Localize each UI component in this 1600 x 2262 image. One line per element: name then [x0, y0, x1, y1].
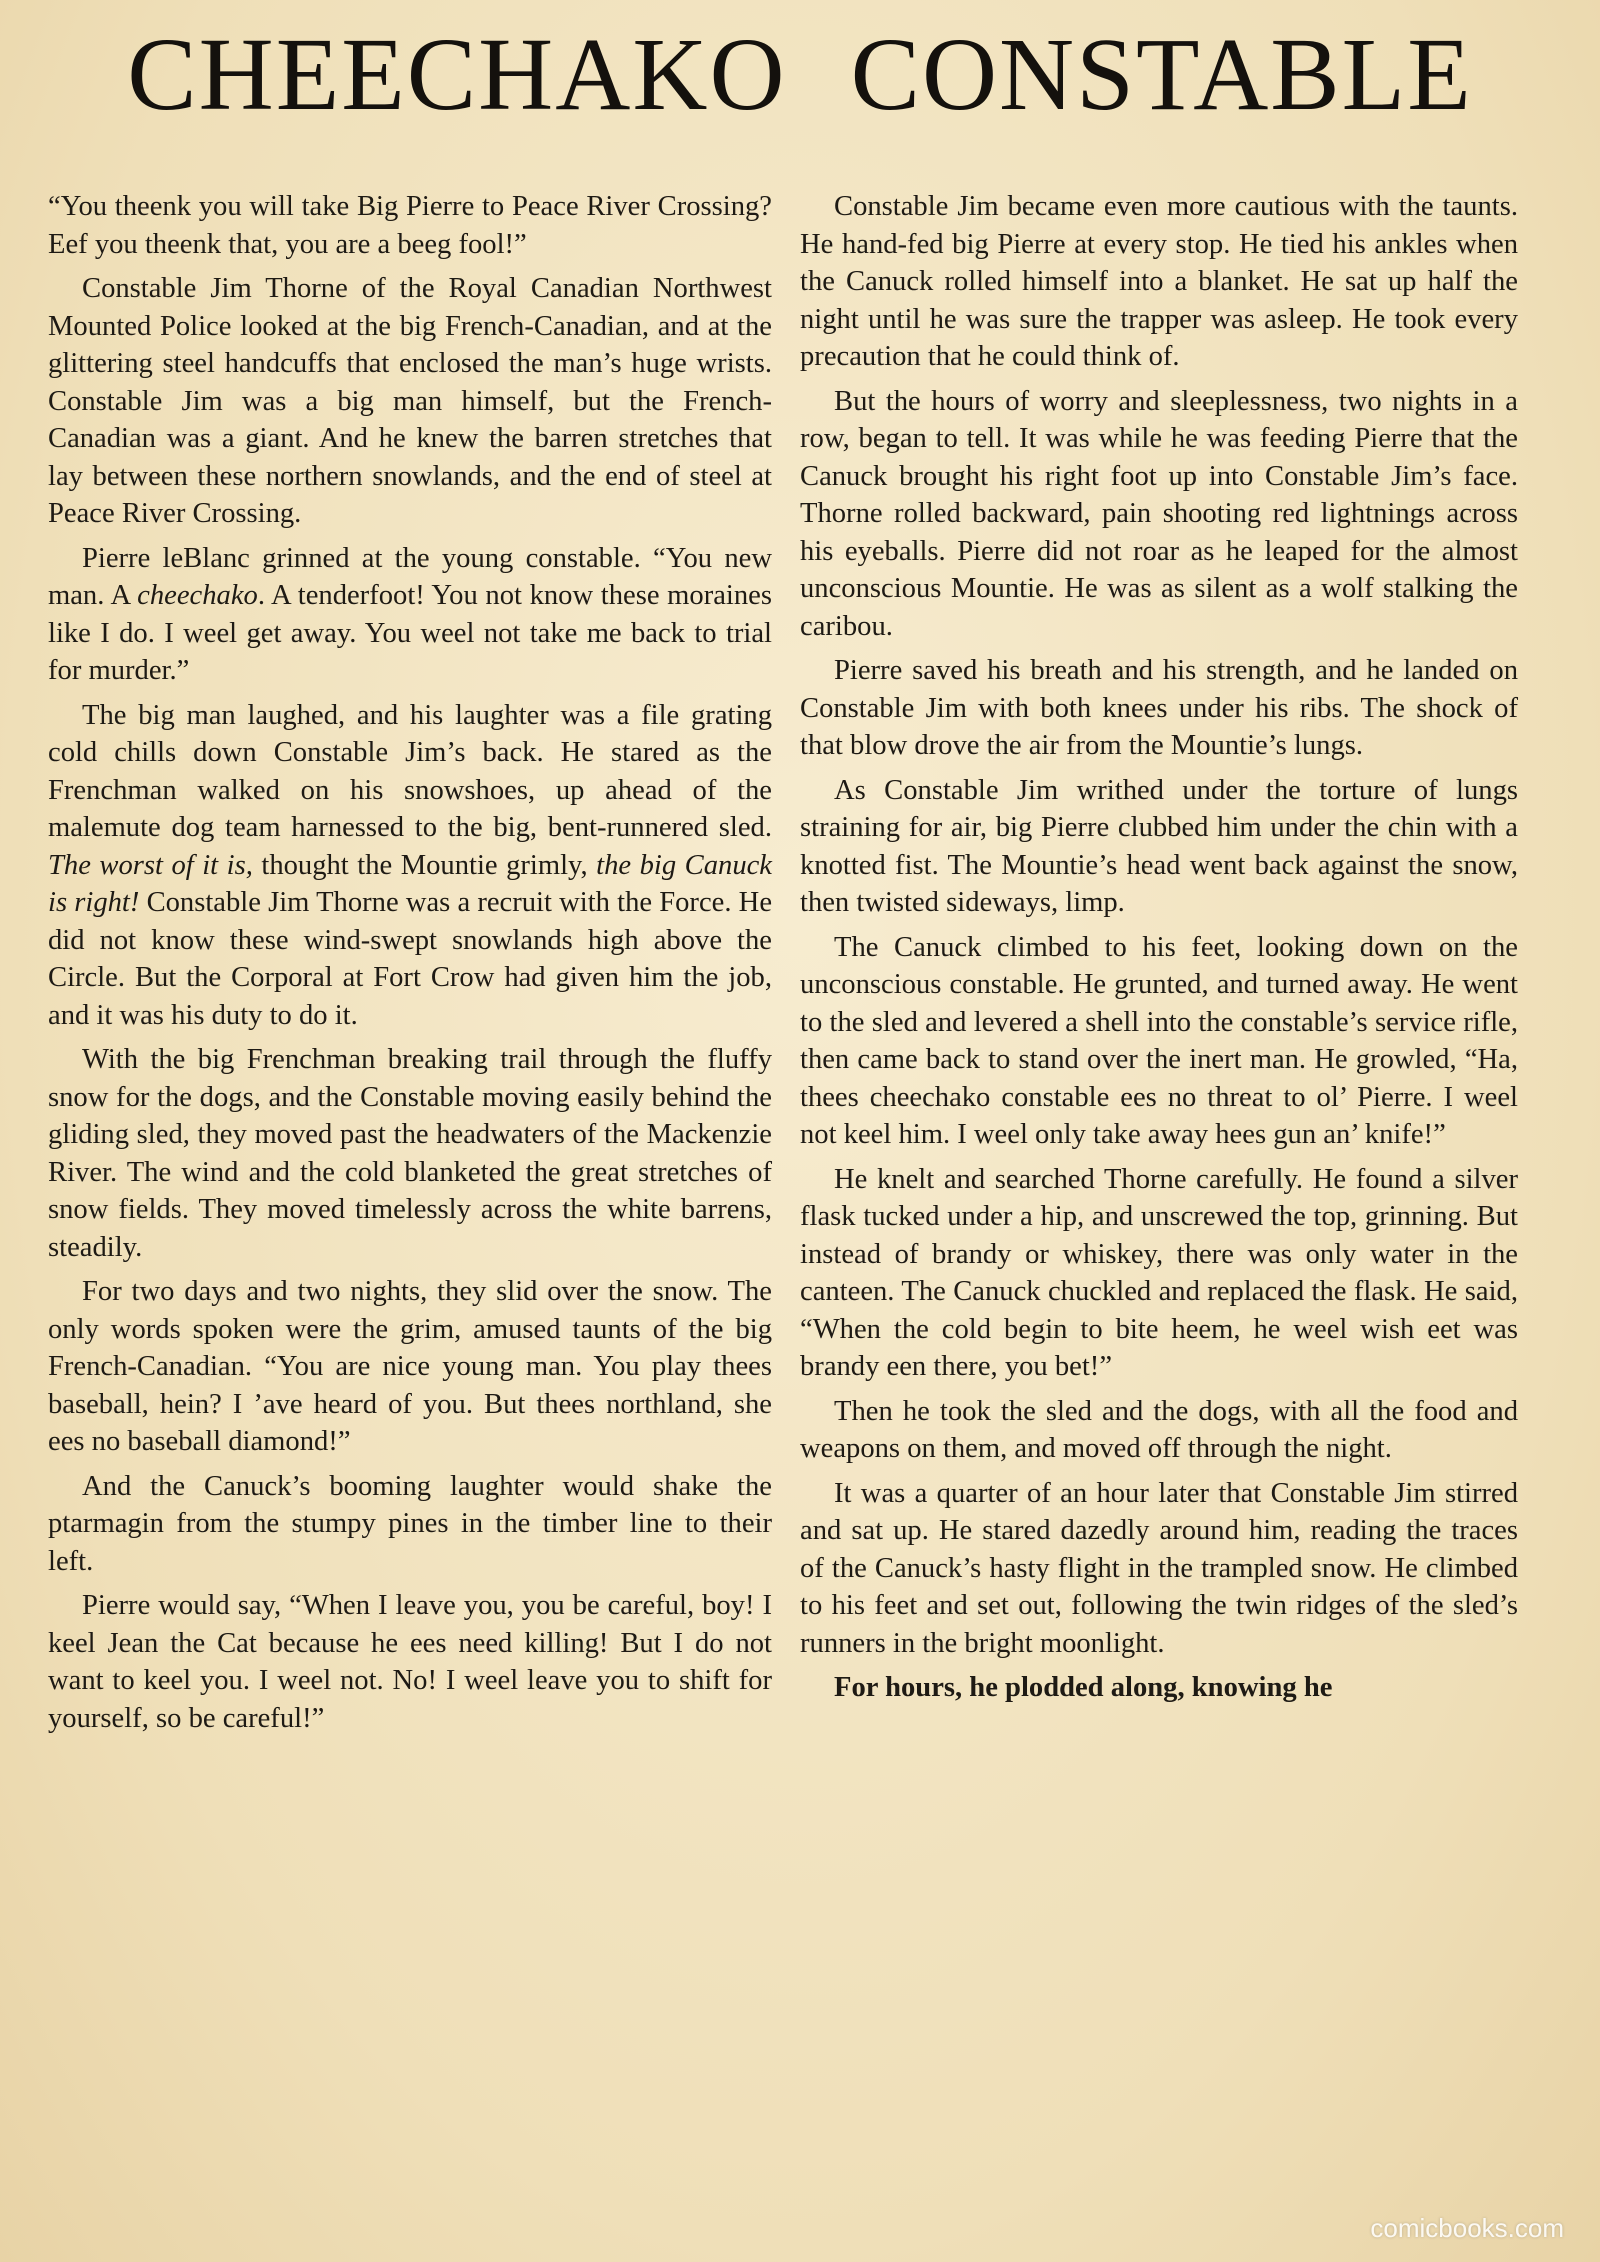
- paragraph: Constable Jim Thorne of the Royal Canadian Northwest Mounted Police looked at the big French-Canadian, and at the glittering steel handcuffs that enclosed the man’s huge wrists. Constable Jim was a big man himself, but the French-Canadian was a giant. And he knew the barren stretches that lay between these northern snowlands, and the end of steel at Peace River Crossing.: [48, 273, 772, 529]
- paragraph: For hours, he plodded along, knowing he: [834, 1672, 1333, 1703]
- paragraph: With the big Frenchman breaking trail through the fluffy snow for the dogs, and the Constable moving easily behind the gliding sled, they moved past the headwaters of the Mackenzie River. The wind and the cold blanketed the great stretches of snow fields. They moved timelessly across the white barrens, steadily.: [48, 1044, 772, 1263]
- paragraph: Pierre would say, “When I leave you, you be careful, boy! I keel Jean the Cat because he ees need killing! But I do not want to keel you. I weel not. No! I weel leave you to shift for yourself, so be careful!”: [48, 1590, 772, 1734]
- paragraph: Then he took the sled and the dogs, with all the food and weapons on them, and moved off through the night.: [800, 1395, 1518, 1464]
- paragraph: It was a quarter of an hour later that Constable Jim stirred and sat up. He stared dazedly around him, reading the traces of the Canuck’s hasty flight in the trampled snow. He climbed to his feet and set out, following the twin ridges of the sled’s runners in the bright moonlight.: [800, 1477, 1518, 1659]
- paragraph: As Constable Jim writhed under the torture of lungs straining for air, big Pierre clubbed him under the chin with a knotted fist. The Mountie’s head went back against the snow, then twisted sideways, limp.: [800, 774, 1518, 918]
- paragraph: The big man laughed, and his laughter was a file grating cold chills down Constable Jim’s back. He stared as the Frenchman walked on his snowshoes, up ahead of the malemute dog team harnessed to the big, bent-runnered sled. The worst of it is, thought the Mountie grimly, the big Canuck is right! Constable Jim Thorne was a recruit with the Force. He did not know these wind-swept snowlands high above the Circle. But the Corporal at Fort Crow had given him the job, and it was his duty to do it.: [48, 699, 773, 1031]
- watermark: comicbooks.com: [1370, 2213, 1564, 2243]
- paragraph: For two days and two nights, they slid over the snow. The only words spoken were the grim, amused taunts of the big French-Canadian. “You are nice young man. You play thees baseball, hein? I ’ave heard of you. But thees northland, she ees no baseball diamond!”: [48, 1276, 772, 1457]
- paragraph: Constable Jim became even more cautious with the taunts. He hand-fed big Pierre at every stop. He tied his ankles when the Canuck rolled himself into a blanket. He sat up half the night until he was sure the trapper was asleep. He took every precaution that he could think of.: [800, 191, 1518, 372]
- paragraph: Pierre saved his breath and his strength, and he landed on Constable Jim with both knees under his ribs. The shock of that blow drove the air from the Mountie’s lungs.: [800, 655, 1518, 761]
- story-title: CHEECHAKO CONSTABLE: [127, 17, 1473, 132]
- paragraph: The Canuck climbed to his feet, looking down on the unconscious constable. He grunted, and turned away. He went to the sled and levered a shell into the constable’s service rifle, then came back to stand over the inert man. He growled, “Ha, thees cheechako constable ees no threat to ol’ Pierre. I weel not keel him. I weel only take away hees gun an’ knife!”: [800, 931, 1518, 1150]
- paragraph: And the Canuck’s booming laughter would shake the ptarmagin from the stumpy pines in the timber line to their left.: [48, 1470, 772, 1577]
- paragraph: “You theenk you will take Big Pierre to Peace River Crossing? Eef you theenk that, you are a beeg fool!”: [48, 191, 772, 260]
- paragraph: Pierre leBlanc grinned at the young constable. “You new man. A cheechako. A tenderfoot! You not know these moraines like I do. I weel get away. You weel not take me back to trial for murder.”: [48, 542, 772, 686]
- left-column: [48, 188, 772, 1744]
- right-column: [800, 188, 1518, 1714]
- paragraph: He knelt and searched Thorne carefully. He found a silver flask tucked under a hip, and unscrewed the top, grinning. But instead of brandy or whiskey, there was only water in the canteen. The Canuck chuckled and replaced the flask. He said, “When the cold begin to bite heem, he weel wish eet was brandy een there, you bet!”: [800, 1163, 1518, 1382]
- paragraph: But the hours of worry and sleeplessness, two nights in a row, began to tell. It was while he was feeding Pierre that the Canuck brought his right foot up into Constable Jim’s face. Thorne rolled backward, pain shooting red lightnings across his eyeballs. Pierre did not roar as he leaped for the almost unconscious Mountie. He was as silent as a wolf stalking the caribou.: [800, 385, 1518, 642]
